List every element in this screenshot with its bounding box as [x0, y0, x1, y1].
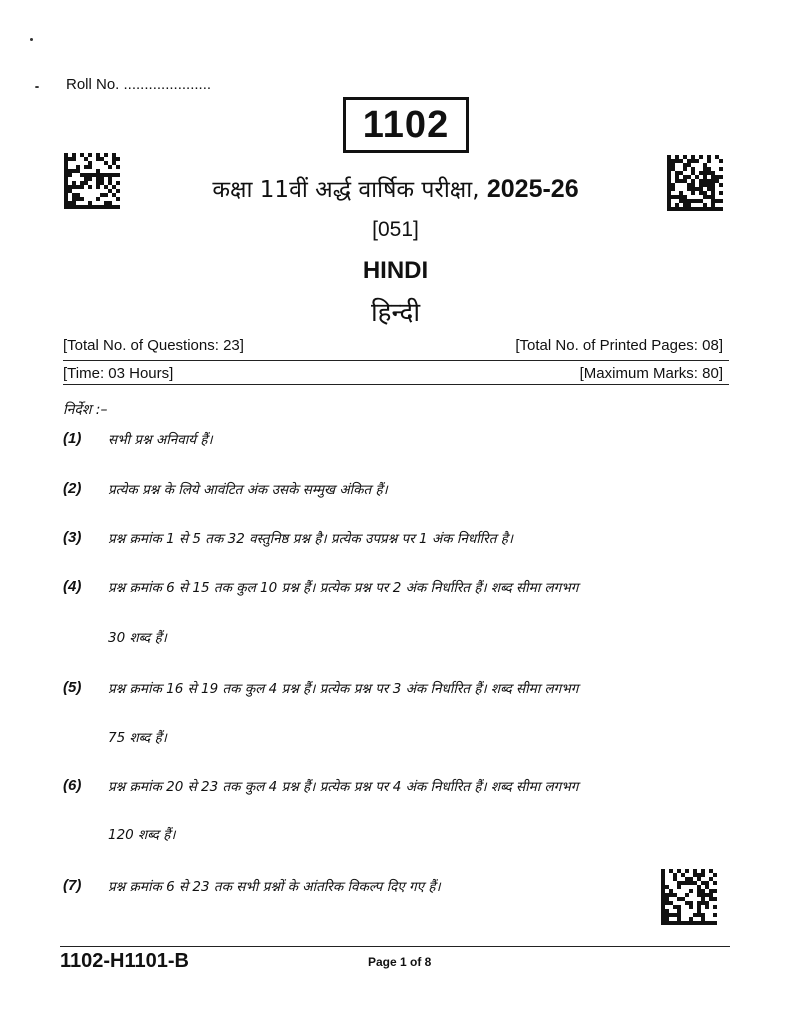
- booklet-code: 1102-H1101-B: [60, 950, 189, 972]
- divider: [63, 384, 729, 385]
- instruction-number: (7): [63, 877, 82, 894]
- footer-divider: [60, 946, 730, 947]
- instruction-text: प्रश्न क्रमांक 6 से 23 तक सभी प्रश्नों के आंतरिक विकल्प दिए गए हैं।: [108, 879, 441, 895]
- instruction-number: (1): [63, 430, 82, 447]
- datamatrix-code-left: [64, 153, 120, 209]
- instruction-number: (5): [63, 679, 82, 696]
- instruction-text-continued: 75 शब्द हैं।: [108, 730, 167, 746]
- instruction-number: (4): [63, 578, 82, 595]
- instruction-number: (6): [63, 777, 82, 794]
- exam-title-text: कक्षा 11वीं अर्द्ध वार्षिक परीक्षा,: [212, 177, 480, 203]
- instruction-text: प्रश्न क्रमांक 16 से 19 तक कुल 4 प्रश्न हैं। प्रत्येक प्रश्न पर 3 अंक निर्धारित हैं। शब्द सीमा लगभग: [108, 681, 579, 697]
- maximum-marks: [Maximum Marks: 80]: [579, 365, 723, 382]
- page-number: Page 1 of 8: [368, 955, 432, 969]
- instructions-heading: निर्देश :–: [63, 402, 108, 418]
- instruction-text-continued: 120 शब्द हैं।: [108, 827, 176, 843]
- instruction-text: प्रश्न क्रमांक 20 से 23 तक कुल 4 प्रश्न हैं। प्रत्येक प्रश्न पर 4 अंक निर्धारित हैं। शब्द सीमा लगभग: [108, 779, 579, 795]
- subject-name-hindi: हिन्दी: [370, 298, 421, 328]
- total-pages: [Total No. of Printed Pages: 08]: [515, 337, 723, 354]
- instruction-number: (3): [63, 529, 82, 546]
- instruction-number: (2): [63, 480, 82, 497]
- subject-code: [051]: [372, 218, 419, 241]
- paper-code: 1102: [362, 103, 450, 146]
- time-allowed: [Time: 03 Hours]: [63, 365, 174, 382]
- exam-year: 2025-26: [486, 175, 579, 203]
- exam-title: [120, 172, 671, 204]
- divider: [63, 360, 729, 361]
- instruction-text-continued: 30 शब्द हैं।: [108, 630, 167, 646]
- paper-code-box: [343, 97, 469, 153]
- total-questions: [Total No. of Questions: 23]: [63, 337, 244, 354]
- roll-number-label: Roll No. .....................: [66, 76, 212, 93]
- instruction-text: सभी प्रश्न अनिवार्य हैं।: [108, 432, 213, 448]
- subject-name-english: HINDI: [362, 257, 429, 284]
- datamatrix-code-right: [667, 155, 723, 211]
- scan-speck: [30, 38, 33, 41]
- instruction-text: प्रश्न क्रमांक 1 से 5 तक 32 वस्तुनिष्ठ प्रश्न है। प्रत्येक उपप्रश्न पर 1 अंक निर्धारित है।: [108, 531, 513, 547]
- instruction-text: प्रश्न क्रमांक 6 से 15 तक कुल 10 प्रश्न हैं। प्रत्येक प्रश्न पर 2 अंक निर्धारित हैं। शब्द सीमा लगभग: [108, 580, 579, 596]
- instruction-text: प्रत्येक प्रश्न के लिये आवंटित अंक उसके सम्मुख अंकित हैं।: [108, 482, 388, 498]
- scan-speck: [35, 86, 39, 88]
